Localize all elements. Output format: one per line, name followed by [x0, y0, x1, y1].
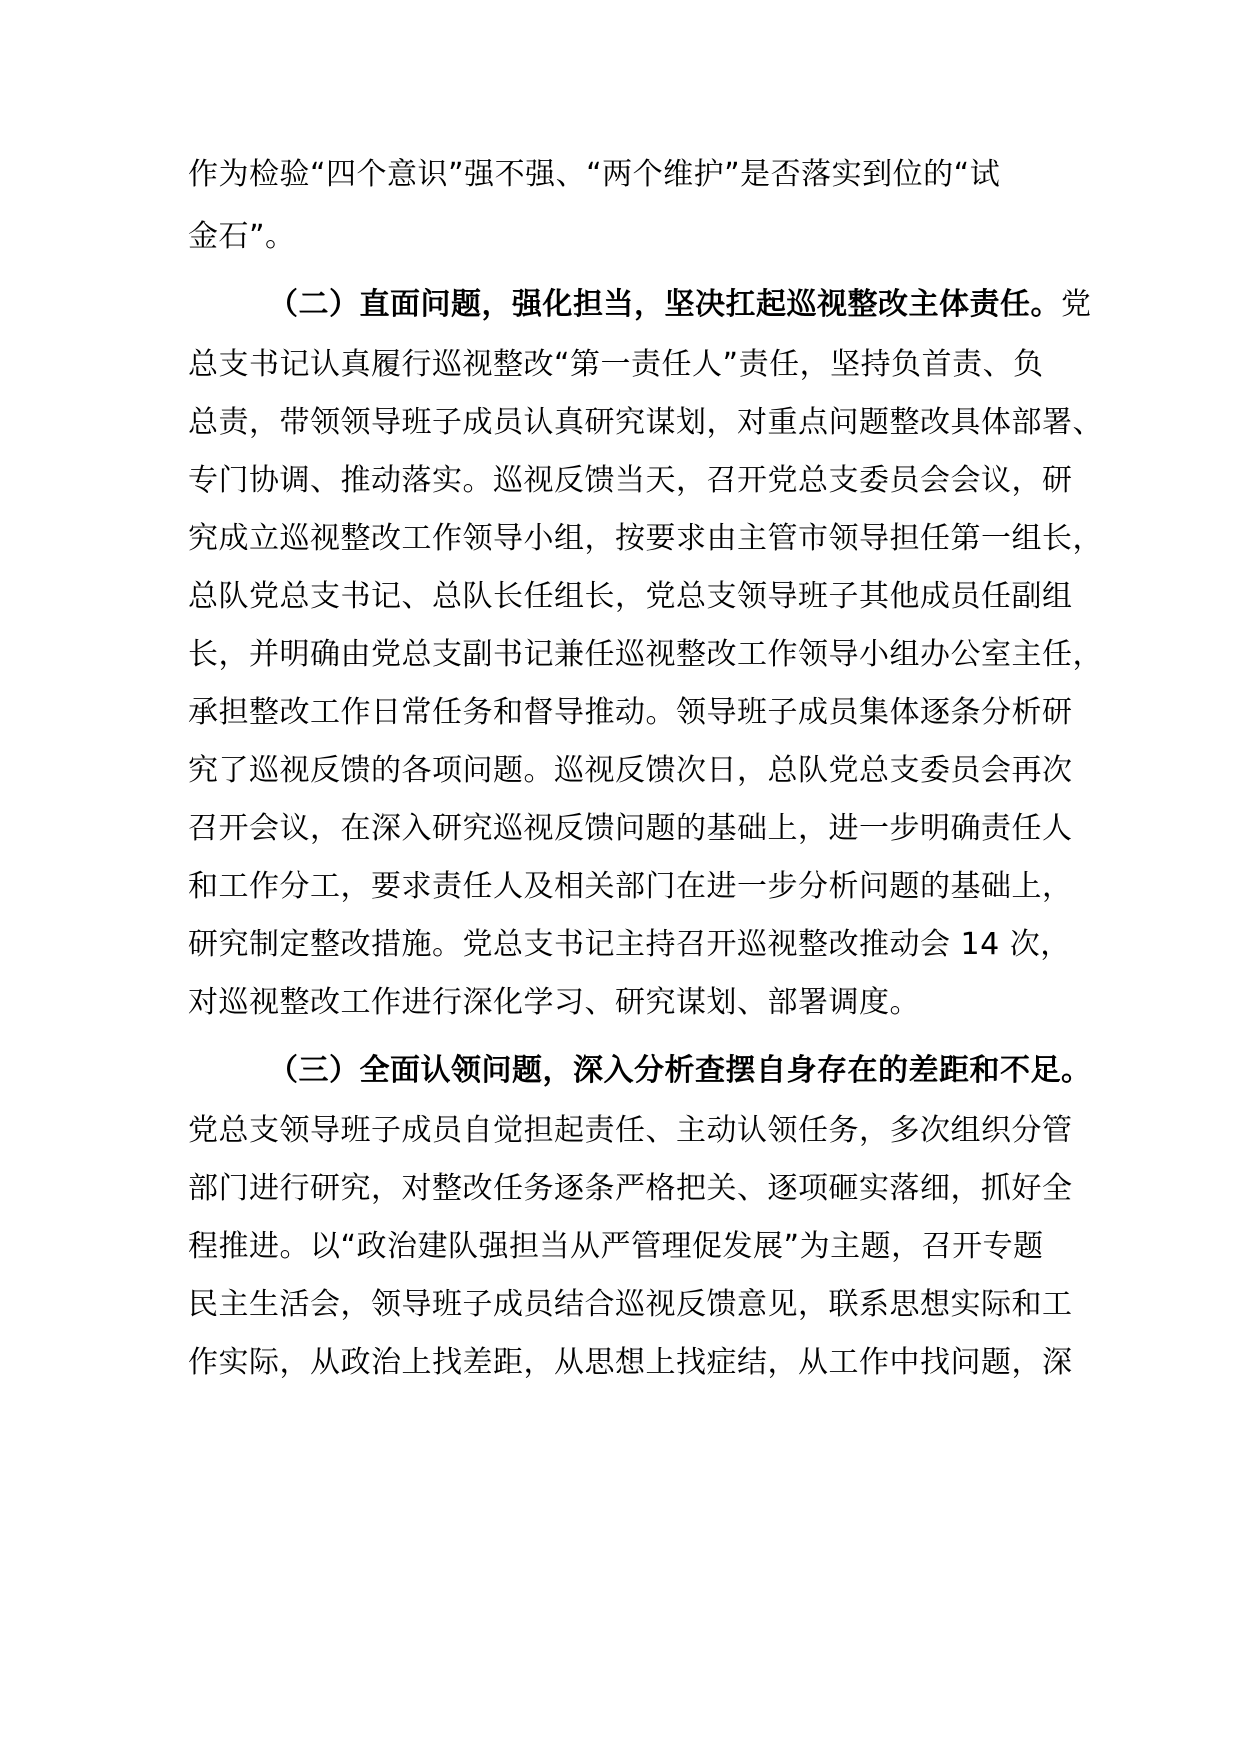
paragraph-line: 总支书记认真履行巡视整改“第一责任人”责任，坚持负首责、负: [188, 347, 1044, 382]
paragraph-line: 部门进行研究，对整改任务逐条严格把关、逐项砸实落细，抓好全: [188, 1171, 1073, 1206]
paragraph-line: 党总支领导班子成员自觉担起责任、主动认领任务，多次组织分管: [188, 1113, 1073, 1148]
paragraph-line: 长，并明确由党总支副书记兼任巡视整改工作领导小组办公室主任，: [188, 637, 1103, 672]
paragraph-line: 程推进。以“政治建队强担当从严管理促发展”为主题，召开专题: [188, 1229, 1044, 1264]
section-3-heading: （三）全面认领问题，深入分析查摆自身存在的差距和不足。: [268, 1053, 1092, 1088]
paragraph-line: 承担整改工作日常任务和督导推动。领导班子成员集体逐条分析研: [188, 695, 1073, 730]
paragraph-line: 作实际，从政治上找差距，从思想上找症结，从工作中找问题，深: [188, 1345, 1073, 1380]
section-2-heading: （二）直面问题，强化担当，坚决扛起巡视整改主体责任。: [268, 287, 1061, 322]
paragraph-line: 总队党总支书记、总队长任组长，党总支领导班子其他成员任副组: [188, 579, 1073, 614]
paragraph-line: 民主生活会，领导班子成员结合巡视反馈意见，联系思想实际和工: [188, 1287, 1073, 1322]
paragraph-line: 金石”。: [188, 219, 296, 254]
paragraph-line: 究了巡视反馈的各项问题。巡视反馈次日，总队党总支委员会再次: [188, 753, 1073, 788]
paragraph-line: 专门协调、推动落实。巡视反馈当天，召开党总支委员会会议，研: [188, 463, 1073, 498]
paragraph-line: 召开会议，在深入研究巡视反馈问题的基础上，进一步明确责任人: [188, 811, 1073, 846]
paragraph-line: 对巡视整改工作进行深化学习、研究谋划、部署调度。: [188, 985, 920, 1020]
paragraph-line: 和工作分工，要求责任人及相关部门在进一步分析问题的基础上，: [188, 869, 1073, 904]
paragraph-line: 总责，带领领导班子成员认真研究谋划，对重点问题整改具体部署、: [188, 405, 1103, 440]
paragraph-line: 研究制定整改措施。党总支书记主持召开巡视整改推动会 14 次，: [188, 927, 1071, 962]
paragraph-line: 作为检验“四个意识”强不强、“两个维护”是否落实到位的“试: [188, 157, 1001, 192]
section-2-first-line-tail: 党: [1061, 287, 1092, 322]
section-2-first-line: [268, 285, 1092, 325]
paragraph-line: 究成立巡视整改工作领导小组，按要求由主管市领导担任第一组长，: [188, 521, 1103, 556]
